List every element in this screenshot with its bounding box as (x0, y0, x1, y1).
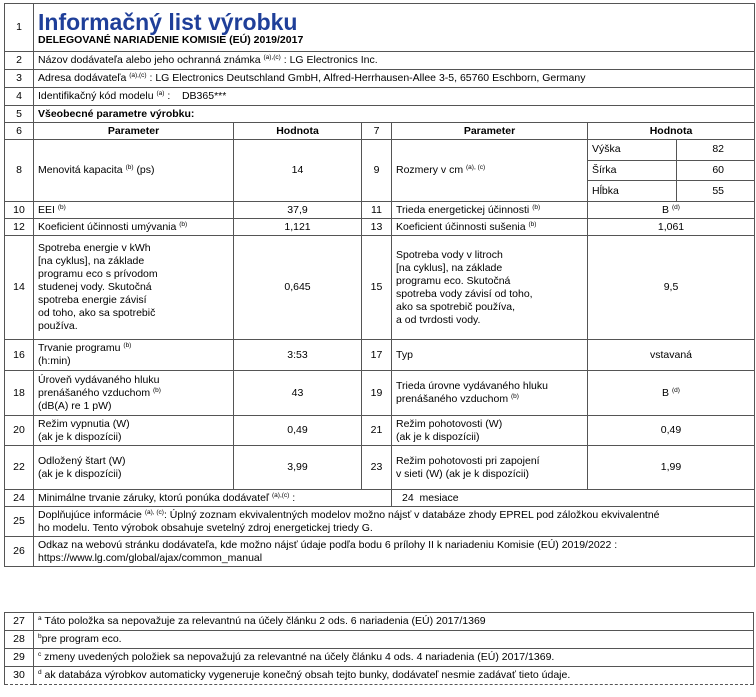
general-params-row: 5 Všeobecné parametre výrobku: (5, 106, 755, 123)
dimensions-cell (588, 140, 755, 202)
supplier-address-row: 3 Adresa dodávateľa $^{(a),(c)}$ : LG Electronics Deutschland GmbH, Alfred-Herrhausen-Allee 3-5, 65760 Eschborn, Germany (5, 70, 755, 88)
section-heading: Všeobecné parametre výrobku: (34, 106, 755, 123)
param-row: 10 EEI $^{(b)}$ 37,9 11 Trieda energetickej účinnosti $^{(b)}$ B $^{(d)}$ (5, 202, 755, 219)
cleaning-index-value: 1,121 (234, 219, 362, 236)
weblink-row: 26 Odkaz na webovú stránku dodávateľa, kde možno nájsť údaje podľa bodu 6 prílohy II k nariadeniu Komisie (EÚ) 2019/2022 : https://www.lg.com/global/ajax/common_manual (5, 537, 755, 567)
energy-class-value: B $^{(d)}$ (588, 202, 755, 219)
title-row (5, 4, 755, 52)
energy-consumption-value: 0,645 (234, 236, 362, 340)
water-consumption-value: 9,5 (588, 236, 755, 340)
additional-info-row: 25 Doplňujúce informácie $^{(a), (c)}$: Úplný zoznam ekvivalentných modelov možno nájsť v databáze zhody EPREL pod záložkou ekvivalentné ho modelu. Tento výrobok obsahuje svetelný zdroj energetickej triedy G. (5, 507, 755, 537)
model-id: : DB365*** (167, 90, 227, 102)
off-mode-value: 0,49 (234, 416, 362, 446)
dimension-row: Šírka 60 (588, 160, 754, 180)
regulation-subtitle: DELEGOVANÉ NARIADENIE KOMISIE (EÚ) 2019/2017 (38, 34, 304, 46)
param-row: 20 Režim vypnutia (W) (ak je k dispozícii) 0,49 21 Režim pohotovosti (W) (ak je k dispozícii) 0,49 (5, 416, 755, 446)
supplier-name: : LG Electronics Inc. (283, 54, 378, 66)
column-header-parameter: Parameter (392, 123, 588, 140)
noise-value: 43 (234, 371, 362, 416)
column-header-value: Hodnota (234, 123, 362, 140)
footnote-row: 30 $^d$ ak databáza výrobkov automaticky vygeneruje konečný obsah tejto bunky, dodávateľ nesmie zadávať tieto údaje. (5, 667, 754, 685)
column-header-parameter: Parameter (34, 123, 234, 140)
drying-index-value: 1,061 (588, 219, 755, 236)
networked-standby-value: 1,99 (588, 446, 755, 490)
dimension-row: Hĺbka 55 (588, 181, 754, 201)
param-row: 18 Úroveň vydávaného hluku prenášaného vzduchom $^{(b)}$ (dB(A) re 1 pW) 43 19 Trieda úrovne vydávaného hluku prenášaného vzduchom $^{(b)}$ B $^{(d)}$ (5, 371, 755, 416)
param-row: 12 Koeficient účinnosti umývania $^{(b)}$ 1,121 13 Koeficient účinnosti sušenia $^{(b)}$ 1,061 (5, 219, 755, 236)
param-row: 14 Spotreba energie v kWh [na cyklus], na základe programu eco s prívodom studenej vody. Skutočná spotreba energie závisí od toho, ako sa spotrebič používa. 0,645 15 Spotreba vody v litroch [na cyklus], na základe programu eco. Skutočná spotreba vody závisí od toho, ako sa spotrebič používa, a od tvrdosti vody. 9,5 (5, 236, 755, 340)
param-row: 16 Trvanie programu $^{(b)}$ (h:min) 3:53 17 Typ vstavaná (5, 340, 755, 371)
warranty-row: 24 Minimálne trvanie záruky, ktorú ponúka dodávateľ $^{(a),(c)}$ : 24 mesiace (5, 490, 755, 507)
column-header-value: Hodnota (588, 123, 755, 140)
supplier-address: : LG Electronics Deutschland GmbH, Alfred-Herrhausen-Allee 3-5, 65760 Eschborn, Germany (149, 72, 586, 84)
param-label: Menovitá kapacita $^{(b)}$ (ps) (34, 140, 234, 202)
footnote-row: 28 $^b$pre program eco. (5, 631, 754, 649)
row-number: 1 (5, 4, 34, 52)
supplier-name-row: 2 Názov dodávateľa alebo jeho ochranná známka $^{(a),(c)}$ : LG Electronics Inc. (5, 52, 755, 70)
footnote-row: 27 $^a$ Táto položka sa nepovažuje za relevantnú na účely článku 2 ods. 6 nariadenia (EÚ) 2017/1369 (5, 613, 754, 631)
standby-value: 0,49 (588, 416, 755, 446)
warranty-value: 24 mesiace (392, 490, 755, 507)
program-duration-value: 3:53 (234, 340, 362, 371)
type-value: vstavaná (588, 340, 755, 371)
eei-value: 37,9 (234, 202, 362, 219)
noise-class-value: B $^{(d)}$ (588, 371, 755, 416)
product-info-table (4, 3, 755, 567)
rated-capacity-value: 14 (234, 140, 362, 202)
manual-link[interactable]: https://www.lg.com/global/ajax/common_manual (38, 551, 263, 564)
footnote-row: 29 $^c$ zmeny uvedených položiek sa nepovažujú za relevantné na účely článku 4 ods. 4 nariadenia (EÚ) 2017/1369. (5, 649, 754, 667)
model-id-row: 4 Identifikačný kód modelu $^{(a)}$ : DB365*** (5, 88, 755, 106)
water-consumption-label: Spotreba vody v litroch [na cyklus], na základe programu eco. Skutočná spotreba vody závisí od toho, ako sa spotrebič používa, a od tvrdosti vody. (392, 236, 588, 340)
document-title: Informačný list výrobku (38, 9, 298, 35)
table-header-row: 6 Parameter Hodnota 7 Parameter Hodnota (5, 123, 755, 140)
dimension-row: Výška 82 (588, 140, 754, 160)
delay-start-value: 3,99 (234, 446, 362, 490)
param-label: Rozmery v cm $^{(a), (c)}$ (392, 140, 588, 202)
energy-consumption-label: Spotreba energie v kWh [na cyklus], na základe programu eco s prívodom studenej vody. Skutočná spotreba energie závisí od toho, ako sa spotrebič používa. (34, 236, 234, 340)
param-row: 8 Menovitá kapacita $^{(b)}$ (ps) 14 9 Rozmery v cm $^{(a), (c)}$ Výška 82 Šírka 60 Hĺbka 55 (5, 140, 755, 202)
param-row: 22 Odložený štart (W) (ak je k dispozícii) 3,99 23 Režim pohotovosti pri zapojení v sieti (W) (ak je k dispozícii) 1,99 (5, 446, 755, 490)
footnotes-table (4, 612, 754, 685)
